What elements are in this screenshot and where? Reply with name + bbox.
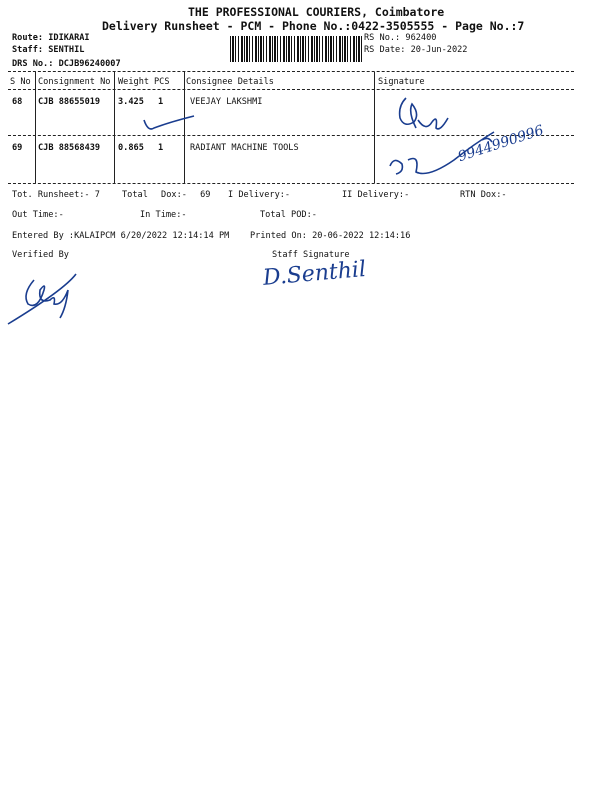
rs-number: RS No.: 962400: [364, 33, 437, 43]
total-runsheet: Tot. Runsheet:- 7: [12, 190, 100, 200]
total-dox: Total Dox:- 69: [122, 190, 211, 200]
table-row-consignee: VEEJAY LAKSHMI: [190, 97, 263, 107]
barcode: [230, 36, 362, 62]
table-row-sno: 69: [12, 143, 23, 153]
table-row-pcs: 1: [158, 143, 164, 153]
in-time: In Time:-: [140, 210, 187, 220]
col-header-consignee: Consignee Details: [186, 77, 274, 87]
handwritten-phone: 9944990996: [456, 122, 546, 166]
runsheet-title: Delivery Runsheet - PCM - Phone No.:0422-3505555 - Page No.:7: [102, 19, 525, 33]
route-label: Route: IDIKARAI: [12, 33, 90, 43]
table-header-rule: [8, 89, 574, 90]
staff-signature: D.Senthil: [262, 257, 367, 291]
staff-label: Staff: SENTHIL: [12, 45, 85, 55]
out-time: Out Time:-: [12, 210, 64, 220]
col-divider: [114, 72, 115, 183]
table-top-rule: [8, 71, 574, 72]
verified-signature: [4, 260, 94, 328]
col-header-consignment: Consignment No: [38, 77, 111, 87]
table-row-pcs: 1: [158, 97, 164, 107]
table-row-consignment: CJB 88655019: [38, 97, 101, 107]
ii-delivery: II Delivery:-: [342, 190, 410, 200]
staff-signature-label: Staff Signature: [272, 250, 350, 260]
i-delivery: I Delivery:-: [228, 190, 291, 200]
table-row-sno: 68: [12, 97, 23, 107]
table-row-weight: 3.425: [118, 97, 144, 107]
entered-by: Entered By :KALAIPCM 6/20/2022 12:14:14 PM: [12, 231, 230, 241]
company-title: THE PROFESSIONAL COURIERS, Coimbatore: [188, 5, 445, 19]
col-divider: [374, 72, 375, 183]
total-pod: Total POD:-: [260, 210, 317, 220]
tick-mark: [140, 112, 200, 136]
rtn-dox: RTN Dox:-: [460, 190, 507, 200]
table-row-consignment: CJB 88568439: [38, 143, 101, 153]
table-row-consignee: RADIANT MACHINE TOOLS: [190, 143, 299, 153]
drs-number: DRS No.: DCJB96240007: [12, 59, 121, 69]
col-divider: [35, 72, 36, 183]
col-header-weight: Weight: [118, 77, 150, 87]
col-header-sno: S No: [10, 77, 31, 87]
col-header-pcs: PCS: [154, 77, 170, 87]
verified-by-label: Verified By: [12, 250, 69, 260]
table-row-weight: 0.865: [118, 143, 144, 153]
col-header-signature: Signature: [378, 77, 425, 87]
printed-on: Printed On: 20-06-2022 12:14:16: [250, 231, 411, 241]
rs-date: RS Date: 20-Jun-2022: [364, 45, 468, 55]
